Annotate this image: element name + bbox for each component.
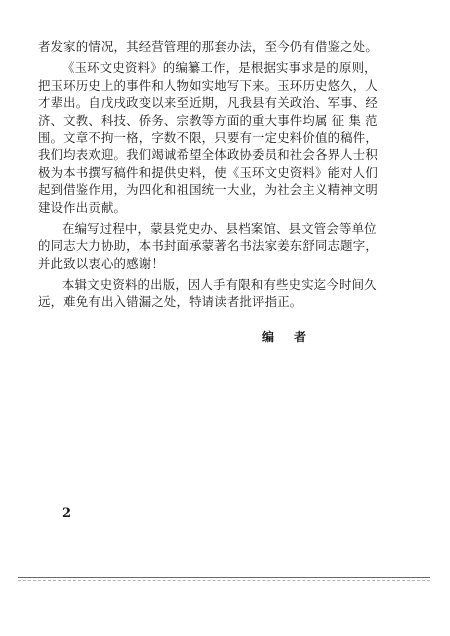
text-line: 极为本书撰写稿件和提供史料，使《玉环文史资料》能对人们 <box>38 164 378 180</box>
footer-rule-secondary <box>18 580 430 581</box>
body-text <box>38 38 404 311</box>
paragraph <box>38 38 404 55</box>
footer-rule <box>18 577 430 578</box>
text-line: 建设作出贡献。 <box>38 199 127 215</box>
text-line: 《玉环文史资料》的编纂工作，是根据实事求是的原则， <box>62 60 377 76</box>
text-line: 者发家的情况，其经营管理的那套办法，至今仍有借鉴之处。 <box>38 39 378 54</box>
text-line: 本辑文史资料的出版，因人手有限和有些史实迄今时间久 <box>62 277 377 293</box>
signature-editor: 编者 <box>262 330 327 344</box>
paragraph <box>38 276 404 311</box>
text-line: 才辈出。自戊戌政变以来至近期，凡我县有关政治、军事、经 <box>38 95 378 111</box>
text-line: 在编写过程中，蒙县党史办、县档案馆、县文管会等单位 <box>62 220 377 236</box>
paragraph <box>38 59 404 216</box>
text-line: 我们均表欢迎。我们竭诚希望全体政协委员和社会各界人士积 <box>38 147 378 163</box>
text-line: 的同志大力协助，本书封面承蒙著名书法家姜东舒同志题字， <box>38 238 378 254</box>
paragraph <box>38 220 404 272</box>
text-line: 把玉环历史上的事件和人物如实地写下来。玉环历史悠久，人 <box>38 77 378 93</box>
page-number: 2 <box>62 506 72 521</box>
text-line: 远，难免有出入错漏之处，特请读者批评指正。 <box>38 294 303 310</box>
text-line: 围。文章不拘一格，字数不限，只要有一定史料价值的稿件， <box>38 129 378 145</box>
text-line: 并此致以衷心的感谢！ <box>38 255 164 271</box>
text-line: 济、文教、科技、侨务、宗教等方面的重大事件均属 征 集 范 <box>38 112 378 128</box>
text-line: 起到借鉴作用，为四化和祖国统一大业，为社会主义精神文明 <box>38 182 378 198</box>
